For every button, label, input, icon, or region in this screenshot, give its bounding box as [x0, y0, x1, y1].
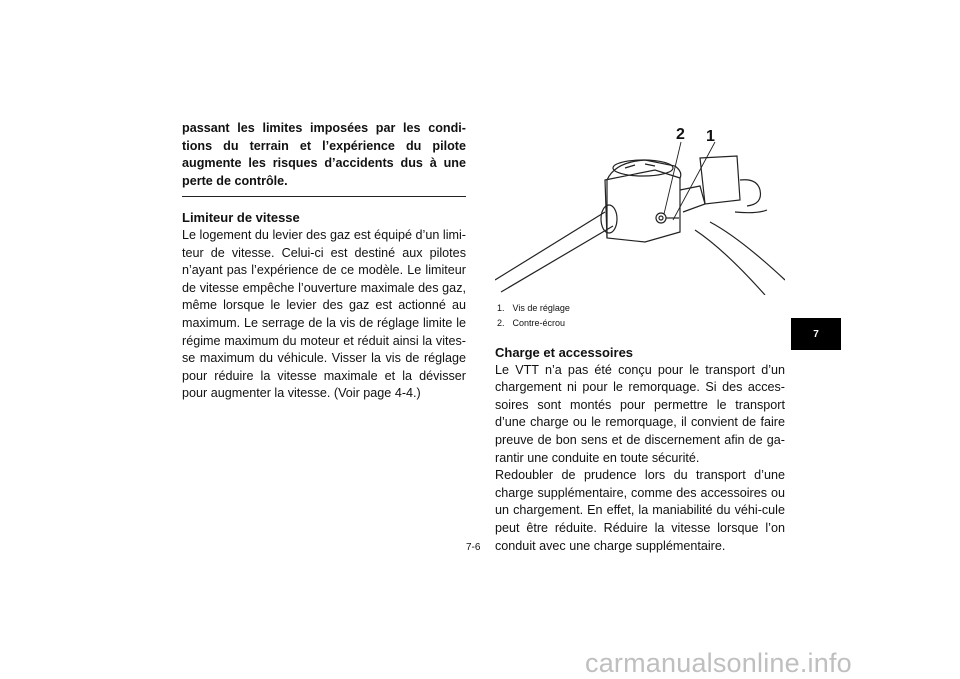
figure-captions: [497, 301, 570, 331]
load-paragraph-2: Redoubler de prudence lors du transport d’une charge supplémentaire, comme des accessoires ou un chargement. En effet, la maniabilité du véhi-cule peut être réduite. Réduire la vitesse lorsque l’on conduit avec une charge supplémentaire.: [495, 468, 785, 553]
warning-text: passant les limites imposées par les condi-tions du terrain et l’expérience du pilote augmente les risques d’accidents dus à une perte de contrôle.: [182, 121, 466, 188]
left-column: [182, 120, 466, 403]
right-column: [495, 344, 785, 555]
callout-1: 1: [706, 128, 715, 145]
throttle-limiter-figure: [495, 120, 785, 295]
handlebar-illustration: [495, 120, 785, 295]
caption-item: [497, 301, 570, 316]
speed-limiter-heading: Limiteur de vitesse: [182, 210, 300, 226]
load-accessories-heading: Charge et accessoires: [495, 345, 634, 360]
load-paragraph-1: Le VTT n’a pas été conçu pour le transport d’un chargement ni pour le remorquage. Si des acces-soires sont montés pour permettre le transport d’une charge ou le remorquage, il convient de faire preuve de bon sens et de discernement afin de ga-rantir une conduite en toute sécurité.: [495, 362, 785, 465]
warning-divider: [182, 196, 466, 197]
chapter-tab: 7: [791, 318, 841, 350]
callout-2: 2: [676, 126, 685, 143]
caption-number: 1.: [497, 303, 505, 313]
speed-limiter-body: Le logement du levier des gaz est équipé d’un limi-teur de vitesse. Celui-ci est destiné aux pilotes n’ayant pas l’expérience de ce modèle. Le limiteur de vitesse empêche l’ouverture maximale des gaz, même lorsque le levier des gaz est actionné au maximum. Le serrage de la vis de réglage limite le régime maximum du moteur et réduit ainsi la vites-se maximum du véhicule. Visser la vis de réglage pour réduire la vitesse maximale et la dévisser pour augmenter la vitesse. (Voir page 4-4.): [182, 227, 466, 401]
caption-number: 2.: [497, 318, 505, 328]
caption-text: Vis de réglage: [512, 303, 570, 313]
watermark: carmanualsonline.info: [585, 648, 852, 678]
page-number: 7-6: [466, 542, 481, 553]
caption-item: [497, 316, 570, 331]
caption-text: Contre-écrou: [512, 318, 566, 328]
